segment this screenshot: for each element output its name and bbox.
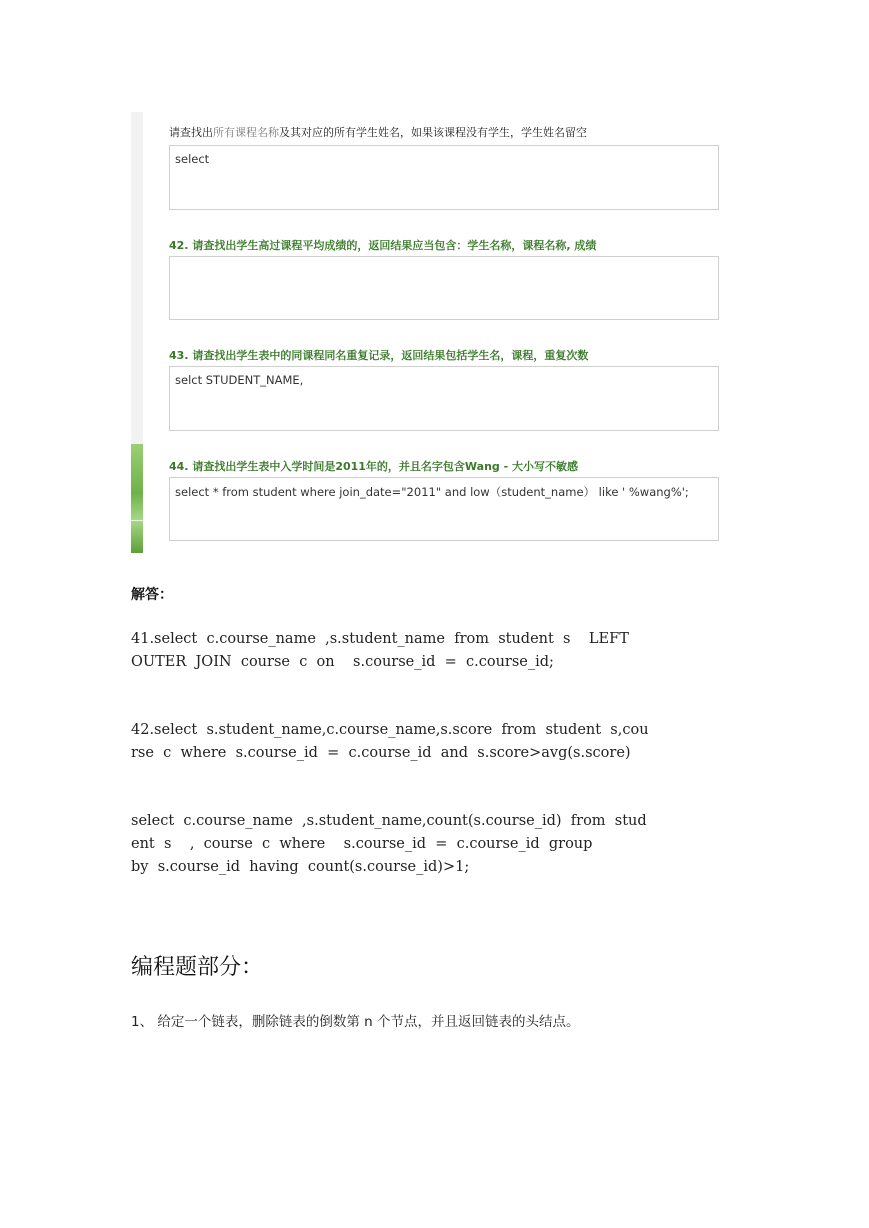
answer-41-line-1: 41.select c.course_name ,s.student_name from student s LEFT [131, 631, 629, 647]
answer-43 [131, 810, 736, 879]
q41-prompt-highlight: 所有课程名称 [213, 126, 279, 139]
q42-title: 42. 请查找出学生高过课程平均成绩的，返回结果应当包含：学生名称，课程名称, 成绩 [169, 239, 597, 252]
q41-answer-input[interactable]: select [169, 145, 719, 210]
answer-43-line-1: select c.course_name ,s.student_name,count(s.course_id) from stud [131, 813, 647, 829]
section-title: 编程题部分： [131, 955, 264, 980]
q41-prompt-pre: 请查找出 [169, 126, 213, 139]
answer-41-line-2: OUTER JOIN course c on s.course_id = c.course_id; [131, 654, 554, 670]
answer-43-line-2: ent s , course c where s.course_id = c.course_id group [131, 836, 593, 852]
embedded-screenshot [131, 112, 735, 553]
answer-42-line-2: rse c where s.course_id = c.course_id and s.score>avg(s.score) [131, 745, 631, 761]
answer-label: 解答： [131, 587, 173, 603]
q41-prompt-post: 及其对应的所有学生姓名，如果该课程没有学生，学生姓名留空 [279, 126, 587, 139]
answer-43-line-3: by s.course_id having count(s.course_id)>1; [131, 859, 470, 875]
q44-answer-input[interactable]: select * from student where join_date="2011" and low（student_name） like ' %wang%'; [169, 477, 719, 541]
screenshot-strip-divider [131, 520, 143, 521]
screenshot-green-decoration [131, 444, 143, 553]
q44-title: 44. 请查找出学生表中入学时间是2011年的，并且名字包含Wang - 大小写不敏感 [169, 460, 579, 473]
answer-41 [131, 628, 736, 674]
problem-1: 1、 给定一个链表，删除链表的倒数第 n 个节点，并且返回链表的头结点。 [131, 1014, 580, 1030]
answer-42 [131, 719, 736, 765]
q41-prompt [169, 124, 587, 140]
q43-title: 43. 请查找出学生表中的同课程同名重复记录，返回结果包括学生名，课程，重复次数 [169, 349, 589, 362]
q43-answer-input[interactable]: selct STUDENT_NAME, [169, 366, 719, 431]
q42-answer-input[interactable] [169, 256, 719, 320]
answer-42-line-1: 42.select s.student_name,c.course_name,s.score from student s,cou [131, 722, 649, 738]
